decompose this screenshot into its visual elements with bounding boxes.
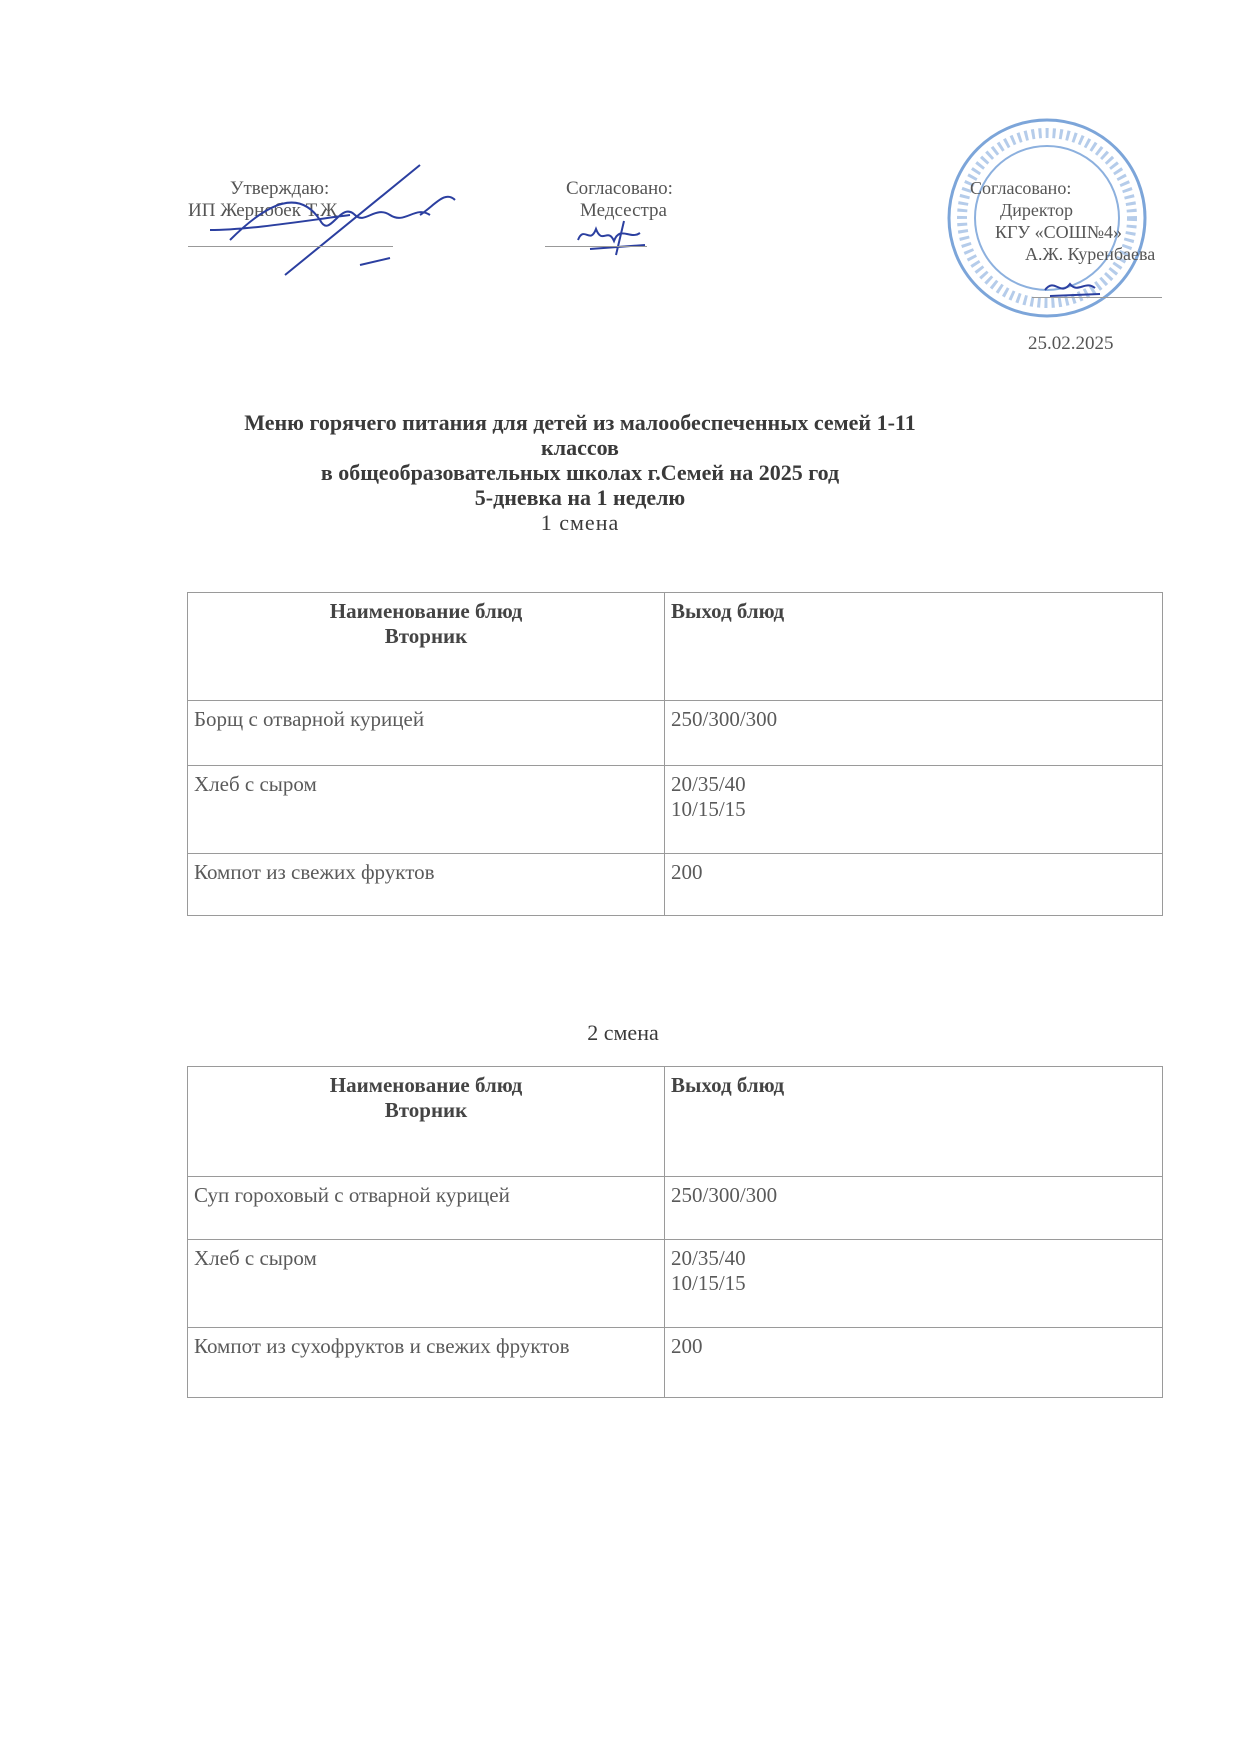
header-yield: Выход блюд — [665, 1067, 1163, 1177]
approval-date: 25.02.2025 — [1028, 333, 1114, 354]
yield-cell — [665, 1328, 1163, 1398]
table-row — [188, 701, 1163, 766]
yield-value-2: 10/15/15 — [671, 797, 746, 821]
header-dish-label: Наименование блюд — [329, 1073, 523, 1097]
approval-right-name: А.Ж. Куренбаева — [1025, 244, 1156, 264]
signature-left — [190, 160, 490, 280]
table-row — [188, 1328, 1163, 1398]
header-dish-name — [188, 593, 665, 701]
title-line-1: Меню горячего питания для детей из малообеспеченных семей 1-11 — [244, 410, 916, 435]
approval-left-line — [188, 246, 393, 247]
table-row — [188, 1177, 1163, 1240]
signature-middle — [570, 215, 670, 260]
header-dish-label: Наименование блюд — [329, 599, 523, 623]
yield-value: 200 — [671, 860, 703, 884]
menu-table-shift-1 — [187, 592, 1163, 916]
yield-value: 20/35/40 — [671, 1246, 746, 1270]
yield-value: 250/300/300 — [671, 707, 778, 731]
yield-cell — [665, 766, 1163, 854]
shift-1-label: 1 смена — [540, 510, 620, 535]
approval-left-title: Утверждаю: — [230, 178, 330, 199]
yield-value: 250/300/300 — [671, 1183, 778, 1207]
title-line-4: 5-дневка на 1 неделю — [474, 485, 686, 510]
yield-value-2: 10/15/15 — [671, 1271, 746, 1295]
menu-table-shift-2 — [187, 1066, 1163, 1398]
title-line-2: классов — [541, 435, 619, 460]
yield-cell — [665, 854, 1163, 916]
approval-right-title: Согласовано: — [970, 178, 1072, 198]
title-line-3: в общеобразовательных школах г.Семей на 2025 год — [320, 460, 840, 485]
shift-2-label: 2 смена — [587, 1020, 659, 1045]
yield-cell — [665, 701, 1163, 766]
approval-right-org: КГУ «СОШ№4» — [995, 222, 1122, 242]
document-title — [200, 410, 960, 535]
header-dish-name — [188, 1067, 665, 1177]
table-row — [188, 854, 1163, 916]
header-day-label: Вторник — [384, 624, 468, 648]
table-header-row — [188, 1067, 1163, 1177]
dish-cell: Компот из свежих фруктов — [188, 854, 665, 916]
header-yield: Выход блюд — [665, 593, 1163, 701]
dish-cell: Компот из сухофруктов и свежих фруктов — [188, 1328, 665, 1398]
approval-middle-role: Медсестра — [580, 200, 667, 221]
approval-right-role: Директор — [1000, 200, 1074, 220]
dish-cell: Хлеб с сыром — [188, 1240, 665, 1328]
approval-middle-title: Согласовано: — [566, 178, 673, 199]
yield-cell — [665, 1177, 1163, 1240]
table-row — [188, 766, 1163, 854]
dish-cell: Суп гороховый с отварной курицей — [188, 1177, 665, 1240]
header-day-label: Вторник — [384, 1098, 468, 1122]
yield-value: 20/35/40 — [671, 772, 746, 796]
dish-cell: Хлеб с сыром — [188, 766, 665, 854]
approval-left-name: ИП Жернобек Т.Ж — [188, 200, 338, 221]
table-header-row — [188, 593, 1163, 701]
yield-cell — [665, 1240, 1163, 1328]
approval-middle-line — [545, 246, 647, 247]
yield-value: 200 — [671, 1334, 703, 1358]
approval-right-line — [1032, 297, 1162, 298]
dish-cell: Борщ с отварной курицей — [188, 701, 665, 766]
table-row — [188, 1240, 1163, 1328]
